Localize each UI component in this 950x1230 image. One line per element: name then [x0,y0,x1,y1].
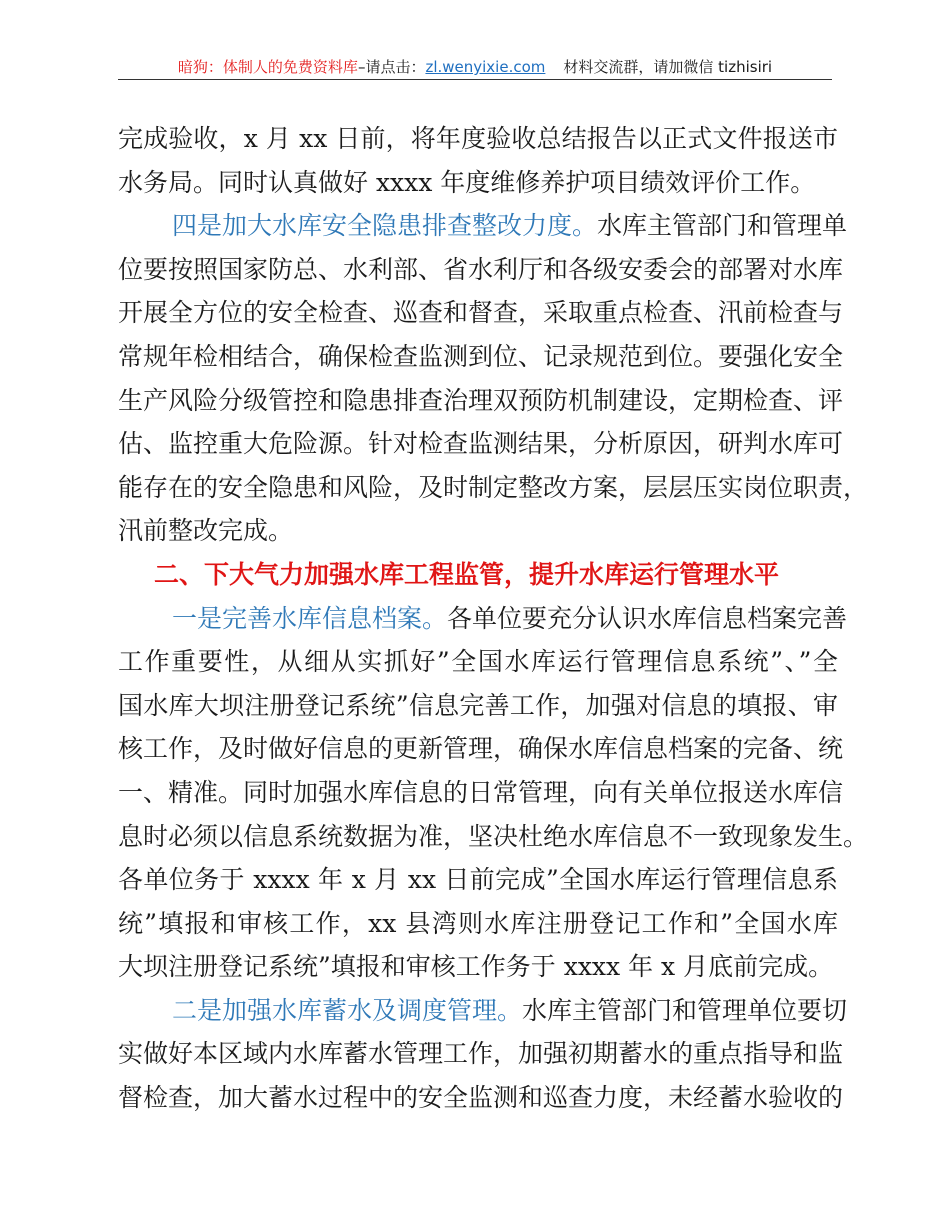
text-line: 开展全方位的安全检查、巡查和督查，采取重点检查、汛前检查与 [118,298,844,328]
text-segment: 各单位要充分认识水库信息档案完善 [447,603,848,633]
page-header-banner [118,55,832,79]
text-line: 汛前整改完成。 [118,516,294,546]
text-line: 水务局。同时认真做好 xxxx 年度维修养护项目绩效评价工作。 [118,167,816,197]
text-line: 各单位务于 xxxx 年 x 月 xx 日前完成”全国水库运行管理信息系 [118,865,838,895]
text-line: 统”填报和审核工作，xx 县湾则水库注册登记工作和”全国水库 [118,908,838,938]
text-line: 位要按照国家防总、水利部、省水利厅和各级安委会的部署对水库 [118,254,844,284]
text-line: 一、精准。同时加强水库信息的日常管理，向有关单位报送水库信 [118,777,844,807]
text-line: 国水库大坝注册登记系统”信息完善工作，加强对信息的填报、审 [118,690,838,720]
text-line: 生产风险分级管控和隐患排查治理双预防机制建设，定期检查、评 [118,385,844,415]
section-heading: 二、下大气力加强水库工程监管，提升水库运行管理水平 [154,559,780,589]
click-prompt: –请点击： [357,58,426,76]
text-line [118,989,848,1033]
lead-in-heading: 一是完善水库信息档案。 [172,603,448,633]
paragraph-item-one [118,597,869,989]
lead-in-heading: 四是加大水库安全隐患排查整改力度。 [172,211,598,241]
paragraph-item-four [118,204,869,553]
text-line: 工作重要性，从细从实抓好”全国水库运行管理信息系统”、”全 [118,647,838,677]
text-line: 估、监控重大危险源。针对检查监测结果，分析原因，研判水库可 [118,429,844,459]
website-link[interactable]: zl.wenyixie.com [425,58,546,76]
text-line: 大坝注册登记系统”填报和审核工作务于 xxxx 年 x 月底前完成。 [118,952,834,982]
document-body [118,117,869,1120]
text-line [118,204,848,248]
paragraph-continued [118,117,838,204]
paragraph-item-two [118,989,848,1120]
text-line: 实做好本区域内水库蓄水管理工作，加强初期蓄水的重点指导和监 [118,1039,844,1069]
text-segment: 水库主管部门和管理单位要切 [522,995,848,1025]
contact-text: 材料交流群，请加微信 tizhisiri [563,58,773,76]
header-divider [118,79,832,80]
text-line: 能存在的安全隐患和风险，及时制定整改方案，层层压实岗位职责， [118,472,869,502]
text-line: 常规年检相结合，确保检查监测到位、记录规范到位。要强化安全 [118,341,844,371]
text-segment: 水库主管部门和管理单 [597,211,848,241]
text-line: 完成验收，x 月 xx 日前，将年度验收总结报告以正式文件报送市 [118,124,838,153]
text-line: 督检查，加大蓄水过程中的安全监测和巡查力度，未经蓄水验收的 [118,1083,844,1113]
text-line: 核工作，及时做好信息的更新管理，确保水库信息档案的完备、统 [118,734,844,764]
lead-in-heading: 二是加强水库蓄水及调度管理。 [172,995,523,1025]
brand-text: 暗狗：体制人的免费资料库 [177,58,358,76]
text-line [118,597,848,641]
text-line: 息时必须以信息系统数据为准，坚决杜绝水库信息不一致现象发生。 [118,821,869,851]
